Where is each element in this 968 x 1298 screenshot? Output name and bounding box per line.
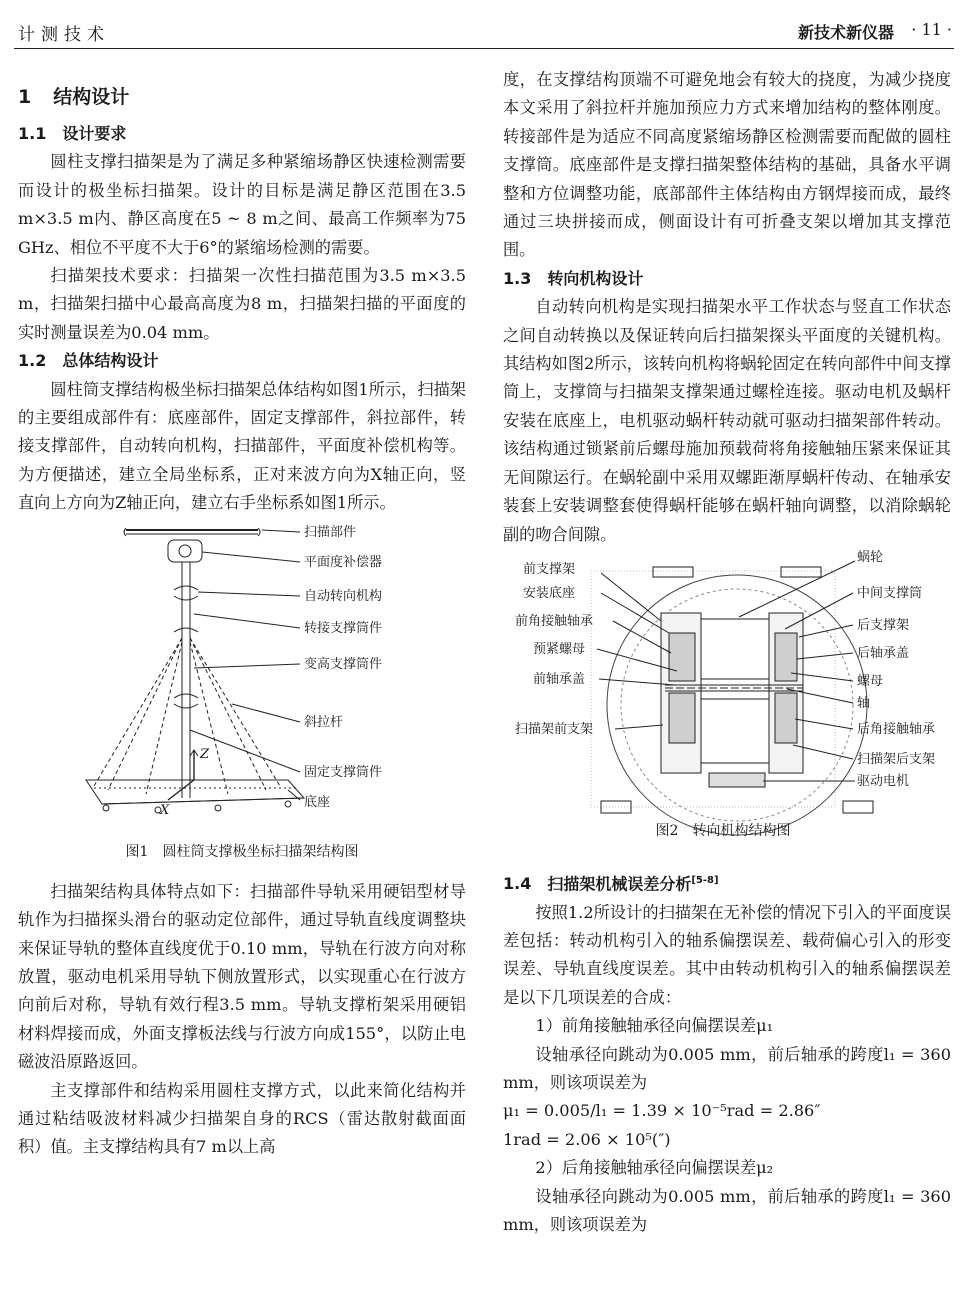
fig2-label: 螺母: [857, 673, 884, 689]
fig2-label: 轴: [857, 695, 871, 711]
figure-1-caption: 图1 圆柱筒支撑极坐标扫描架结构图: [125, 843, 359, 860]
subsection-heading: 1.1 设计要求: [18, 124, 127, 143]
paragraph: 扫描架技术要求：扫描架一次性扫描范围为3.5 m×3.5 m，扫描架扫描中心最高高度为8 m，扫描架扫描的平面度的实时测量误差为0.04 mm。: [18, 266, 466, 342]
fig2-label: 扫描架前支架: [515, 721, 594, 737]
figure-2-caption: 图2 转向机构结构图: [655, 822, 791, 839]
page-header: [0, 0, 968, 50]
equation: 1rad = 2.06 × 10⁵(″): [503, 1129, 671, 1149]
paragraph: 设轴承径向跳动为0.005 mm，前后轴承的跨度l₁ = 360 mm，则该项误差为: [503, 1044, 951, 1093]
paragraph: 圆柱支撑扫描架是为了满足多种紧缩场静区快速检测需要而设计的极坐标扫描架。设计的目标是满足静区范围在3.5 m×3.5 m内、静区高度在5 ~ 8 m之间、最高工作频率为75 GHz、相位不平度不大于6°的紧缩场检测的需要。: [18, 152, 466, 257]
list-item: 2）后角接触轴承径向偏摆误差μ₂: [535, 1158, 774, 1178]
fig2-label: 后角接触轴承: [857, 721, 936, 737]
header-rule: [14, 48, 954, 49]
figure-2-drawing: [493, 549, 953, 839]
subsection-heading: 1.4 扫描架机械误差分析[5-8]: [503, 874, 719, 894]
subsection-heading: 1.3 转向机构设计: [503, 268, 644, 288]
figure-1: [18, 518, 466, 878]
fig1-label: 自动转向机构: [304, 588, 383, 604]
journal-name: 计测技术: [18, 25, 110, 45]
subsection-heading: 1.2 总体结构设计: [18, 351, 159, 371]
fig1-axis-z: Z: [200, 746, 210, 762]
paragraph: 主支撑部件和结构采用圆柱支撑方式，以此来简化结构并通过粘结吸波材料减少扫描架自身的RCS（雷达散射截面面积）值。主支撑结构具有7 m以上高: [18, 1080, 466, 1157]
fig1-label: 转接支撑筒件: [304, 620, 383, 636]
fig2-label: 中间支撑筒: [857, 585, 923, 601]
fig1-label: 底座: [304, 794, 331, 810]
fig2-label: 后支撑架: [857, 617, 910, 633]
figure-1-drawing: [18, 518, 466, 838]
paragraph: 设轴承径向跳动为0.005 mm，前后轴承的跨度l₁ = 360 mm，则该项误差为: [503, 1186, 951, 1235]
fig2-label: 预紧螺母: [533, 641, 586, 657]
fig1-label: 斜拉杆: [304, 714, 344, 730]
fig2-label: 扫描架后支架: [857, 751, 936, 767]
section-heading: 1 结构设计: [18, 86, 130, 108]
paragraph: 度，在支撑结构顶端不可避免地会有较大的挠度，为减少挠度本文采用了斜拉杆并施加预应力方式来增加结构的整体刚度。转接部件是为适应不同高度紧缩场静区检测需要而配做的圆柱支撑筒。底座部件是支撑扫描架整体结构的基础，具备水平调整和方位调整功能，底部部件主体结构由方钢焊接而成，最终通过三块拼接而成，侧面设计有可折叠支架以增加其支撑范围。: [503, 70, 951, 260]
paragraph: 扫描架结构具体特点如下：扫描部件导轨采用硬铝型材导轨作为扫描探头滑台的驱动定位部件，通过导轨直线度调整块来保证导轨的整体直线度优于0.10 mm，导轨在行波方向对称放置，驱动电机采用导轨下侧放置形式，以实现重心在行波方向前后对称，导轨有效行程3.5 mm。导轨支撑桁架采用硬铝材料焊接而成，外面支撑板法线与行波方向成155°，以防止电磁波沿原路返回。: [18, 881, 466, 1072]
section-name: 新技术新仪器: [797, 23, 894, 42]
fig1-label: 平面度补偿器: [304, 554, 383, 570]
list-item: 1）前角接触轴承径向偏摆误差μ₁: [535, 1016, 774, 1036]
right-column: [503, 66, 951, 1240]
fig2-label: 前支撑架: [523, 561, 576, 577]
fig2-label: 前角接触轴承: [515, 613, 594, 629]
page-number: · 11 ·: [911, 20, 952, 39]
equation: μ₁ = 0.005/l₁ = 1.39 × 10⁻⁵rad = 2.86″: [503, 1101, 821, 1121]
fig1-label: 固定支撑筒件: [304, 764, 383, 780]
fig2-label: 蜗轮: [857, 549, 884, 565]
fig1-label: 扫描部件: [304, 524, 357, 540]
fig2-label: 安装底座: [523, 585, 576, 601]
fig1-label: 变高支撑筒件: [304, 656, 383, 672]
fig2-label: 后轴承盖: [857, 645, 910, 661]
paragraph: 自动转向机构是实现扫描架水平工作状态与竖直工作状态之间自动转换以及保证转向后扫描架探头平面度的关键机构。其结构如图2所示，该转向机构将蜗轮固定在转向部件中间支撑筒上，支撑筒与扫描架支撑架通过螺栓连接。驱动电机及蜗杆安装在底座上，电机驱动蜗杆转动就可驱动扫描架部件转动。该结构通过锁紧前后螺母施加预载荷将角接触轴压紧来保证其无间隙运行。在蜗轮副中采用双螺距渐厚蜗杆传动、在轴承安装套上安装调整套使得蜗杆能够在蜗杆轴向调整，以消除蜗轮副的吻合间隙。: [503, 297, 951, 544]
fig2-label: 前轴承盖: [533, 671, 586, 687]
fig2-label: 驱动电机: [857, 773, 910, 789]
left-column: [18, 66, 466, 1162]
fig1-axis-x: X: [160, 802, 170, 818]
figure-2: [493, 549, 953, 867]
paragraph: 圆柱筒支撑结构极坐标扫描架总体结构如图1所示，扫描架的主要组成部件有：底座部件，固定支撑部件，斜拉部件，转接支撑部件，自动转向机构，扫描部件，平面度补偿机构等。为方便描述，建立全局坐标系，正对来波方向为X轴正向，竖直向上方向为Z轴正向，建立右手坐标系如图1所示。: [18, 379, 466, 513]
paragraph: 按照1.2所设计的扫描架在无补偿的情况下引入的平面度误差包括：转动机构引入的轴系偏摆误差、载荷偏心引入的形变误差、导轨直线度误差。其中由转动机构引入的轴系偏摆误差是以下几项误差的合成：: [503, 902, 951, 1007]
